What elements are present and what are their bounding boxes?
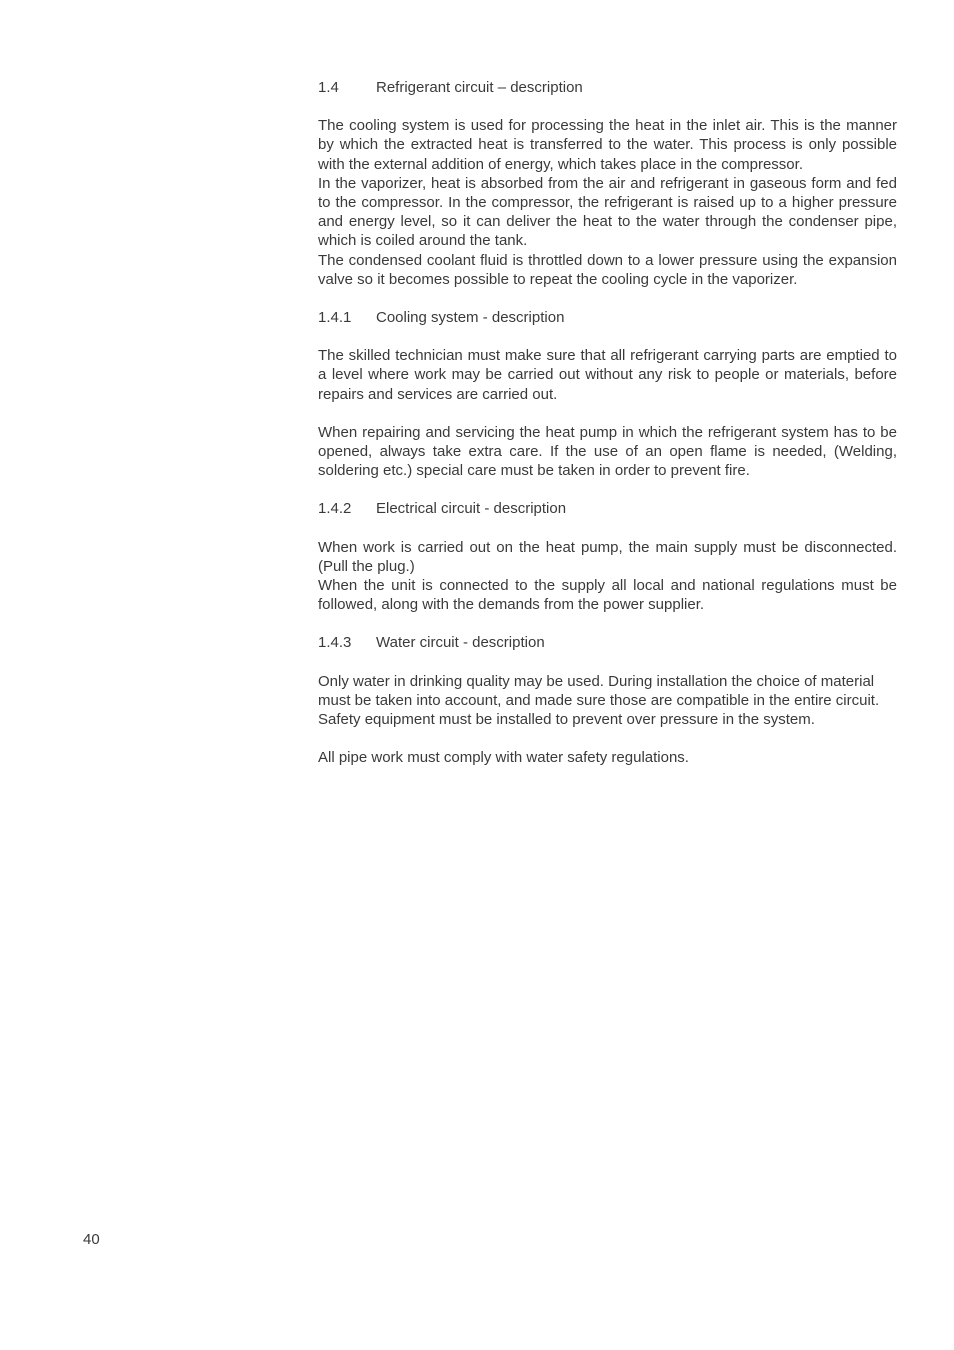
section-heading (318, 308, 897, 327)
paragraph: The skilled technician must make sure that all refrigerant carrying parts are emptied to a level where work may be carried out without any risk to people or materials, before repairs and services are carried out. (318, 347, 897, 403)
paragraph: The condensed coolant fluid is throttled down to a lower pressure using the expansion valve so it becomes possible to repeat the cooling cycle in the vaporizer. (318, 251, 897, 288)
page-number: 40 (83, 1231, 100, 1248)
paragraph: All pipe work must comply with water safety regulations. (318, 749, 689, 767)
section-heading (318, 499, 897, 518)
paragraph-block (318, 116, 897, 289)
paragraph-block (318, 748, 897, 767)
section-number: 1.4 (318, 79, 339, 96)
paragraph: Only water in drinking quality may be used. During installation the choice of material must be taken into account, and made sure those are compatible in the entire circuit. Safety equipment must be installed to prevent over pressure in the system. (318, 672, 880, 729)
paragraph-block (318, 346, 897, 404)
section-title: Electrical circuit - description (376, 500, 567, 518)
paragraph-block (318, 538, 897, 615)
section-title: Cooling system - description (376, 309, 565, 327)
section-heading (318, 78, 897, 97)
section-title: Water circuit - description (376, 634, 545, 652)
content-column (318, 78, 897, 767)
paragraph: When repairing and servicing the heat pump in which the refrigerant system has to be opened, always take extra care. If the use of an open flame is needed, (Welding, soldering etc.) special care must be taken in order to prevent fire. (318, 423, 897, 480)
paragraph: When the unit is connected to the supply all local and national regulations must be followed, along with the demands from the power supplier. (318, 577, 897, 614)
paragraph-block (318, 672, 897, 730)
paragraph-block (318, 423, 897, 481)
section-number: 1.4.1 (318, 309, 352, 327)
section-heading (318, 633, 897, 652)
section-number: 1.4.3 (318, 634, 352, 652)
paragraph: When work is carried out on the heat pump, the main supply must be disconnected. (Pull the plug.) (318, 538, 897, 575)
section-number: 1.4.2 (318, 500, 352, 518)
paragraph: In the vaporizer, heat is absorbed from the air and refrigerant in gaseous form and fed to the compressor. In the compressor, the refrigerant is raised up to a higher pressure and energy level, so it can deliver the heat to the water through the condenser pipe, which is coiled around the tank. (318, 174, 897, 250)
paragraph: The cooling system is used for processing the heat in the inlet air. This is the manner by which the extracted heat is transferred to the water. This process is only possible with the external addition of energy, which takes place in the compressor. (318, 117, 897, 173)
section-title: Refrigerant circuit – description (376, 79, 583, 96)
